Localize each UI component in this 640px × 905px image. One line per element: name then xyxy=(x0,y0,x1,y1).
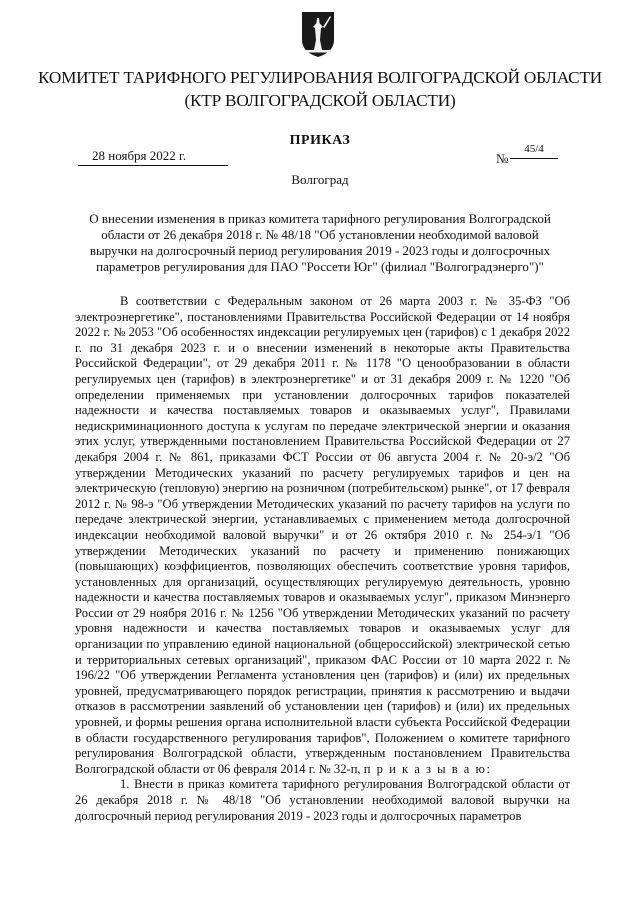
volgograd-coat-of-arms-icon xyxy=(300,10,336,58)
order-subject xyxy=(60,211,580,275)
order-number-label: № xyxy=(496,151,509,166)
order-city: Волгоград xyxy=(291,172,349,187)
subject-line: О внесении изменения в приказ комитета тарифного регулирования Волгоградской xyxy=(89,211,551,226)
subject-line: выручки на долгосрочный период регулирования 2019 - 2023 годы и долгосрочных xyxy=(89,243,551,258)
document-body xyxy=(75,294,570,824)
preamble-text: В соответствии с Федеральным законом от 26 марта 2003 г. № 35-ФЗ "Об электроэнергетике", постановлениями Правительства Российской Федерации от 14 ноября 2022 г. № 2053 "Об особенностях индексации регулируемых цен (тарифов) с 1 декабря 2022 г. по 31 декабря 2023 г. и о внесении изменений в некоторые акты Правительства Российской Федерации", от 29 декабря 2011 г. № 1178 "О ценообразовании в области регулируемых цен (тарифов) в электроэнергетике" и от 31 декабря 2009 г. № 1220 "Об определении применяемых при установлении долгосрочных тарифов показателей надежности и качества поставляемых товаров и оказываемых услуг", Правилами недискриминационного доступа к услугам по передаче электрической энергии и оказания этих услуг, утвержденными постановлением Правительства Российской Федерации от 27 декабря 2004 г. № 861, приказами ФСТ России от 06 августа 2004 г. № 20-э/2 "Об утверждении Методических указаний по расчету регулируемых тарифов и цен на электрическую (тепловую) энергию на розничном (потребительском) рынке", от 17 февраля 2012 г. № 98-э "Об утверждении Методических указаний по расчету тарифов на услуги по передаче электрической энергии, устанавливаемых с применением метода долгосрочной индексации необходимой валовой выручки" и от 26 октября 2010 г. № 254-э/1 "Об утверждении Методических указаний по расчету и применению понижающих (повышающих) коэффициентов, позволяющих обеспечить соответствие уровня тарифов, установленных для организаций, осуществляющих регулируемую деятельность, уровню надежности и качества поставляемых товаров и оказываемых услуг", приказом Минэнерго России от 29 ноября 2016 г. № 1256 "Об утверждении Методических указаний по расчету уровня надежности и качества поставляемых товаров и оказываемых услуг для организации по управлению единой национальной (общероссийской) электрической сетью и территориальных сетевых организаций", приказом ФАС России от 10 марта 2022 г. № 196/22 "Об утверждении Регламента установления цен (тарифов) и (или) их предельных уровней, предусматривающего порядок регистрации, принятия к рассмотрению и выдачи отказов в рассмотрении заявлений об установлении цен (тарифов) и (или) их предельных уровней, и формы решения органа исполнительной власти субъекта Российской Федерации в области государственного регулирования тарифов", Положением о комитете тарифного регулирования Волгоградской области, утвержденным постановлением Правительства Волгоградской области от 06 февраля 2014 г. № 32-п, xyxy=(75,294,570,776)
organization-short-name: (КТР ВОЛГОГРАДСКОЙ ОБЛАСТИ) xyxy=(184,91,456,110)
decree-word: п р и к а з ы в а ю: xyxy=(363,761,492,776)
order-date: 28 ноября 2022 г. xyxy=(78,148,228,166)
subject-line: параметров регулирования для ПАО "Россети Юг" (филиал "Волгоградэнерго")" xyxy=(96,259,544,274)
organization-name: КОМИТЕТ ТАРИФНОГО РЕГУЛИРОВАНИЯ ВОЛГОГРАДСКОЙ ОБЛАСТИ xyxy=(38,68,602,87)
subject-line: области от 26 декабря 2018 г. № 48/18 "Об установлении необходимой валовой xyxy=(101,227,539,242)
paragraph-item-1: 1. Внести в приказ комитета тарифного регулирования Волгоградской области от 26 декабря 2018 г. № 48/18 "Об установлении необходимой валовой выручки на долгосрочный период регулирования 2019 - 2023 годы и долгосрочных параметров xyxy=(75,777,570,823)
order-number: 45/4 xyxy=(510,143,558,159)
paragraph-preamble xyxy=(75,294,570,777)
document-title: ПРИКАЗ xyxy=(289,133,351,148)
